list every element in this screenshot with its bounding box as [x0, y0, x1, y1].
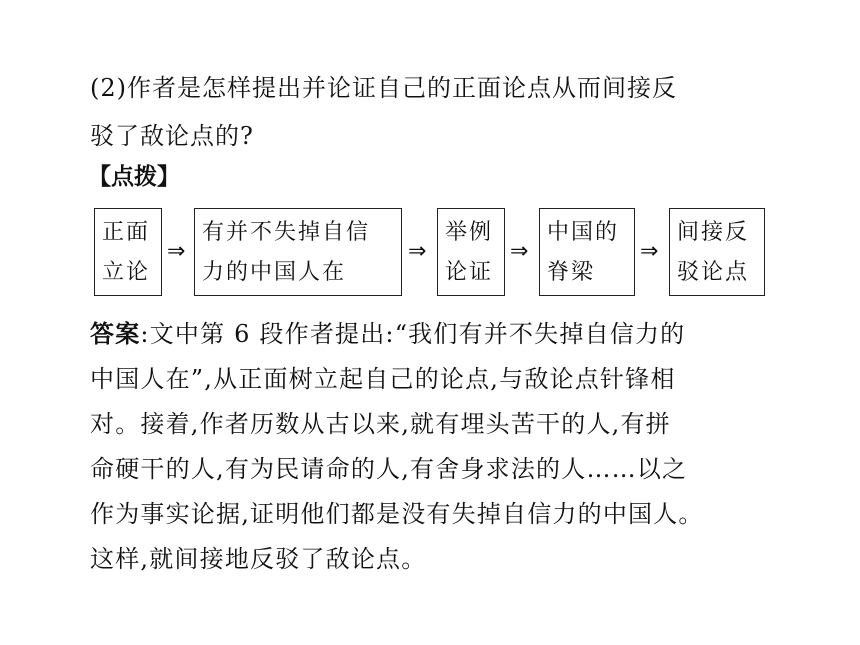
flow-box-line: 间接反: [677, 220, 750, 245]
answer-line-text: :文中第 6 段作者提出:“我们有并不失掉自信力的: [140, 320, 686, 348]
flow-box-line: 正面: [102, 220, 151, 245]
flow-box-thesis: [194, 208, 402, 296]
flow-box-line: 力的中国人在: [202, 260, 347, 285]
answer-text: [90, 312, 790, 582]
flowchart: [94, 208, 794, 300]
flow-box-line: 举例: [445, 220, 494, 245]
answer-line-6: 这样,就间接地反驳了敌论点。: [90, 545, 427, 573]
flow-box-line: 论证: [445, 260, 494, 285]
flow-box-line: 立论: [102, 260, 151, 285]
flow-box-line: 有并不失掉自信: [202, 220, 371, 245]
flow-box-backbone: [539, 208, 635, 296]
answer-label: 答案: [90, 320, 141, 348]
flow-box-example-argument: [437, 208, 505, 296]
answer-line-5: 作为事实论据,证明他们都是没有失掉自信力的中国人。: [90, 500, 704, 528]
flow-box-indirect-refutation: [669, 208, 765, 296]
answer-line-2: 中国人在”,从正面树立起自己的论点,与敌论点针锋相: [90, 365, 676, 393]
flow-arrow: ⇒: [640, 239, 659, 264]
flow-box-positive-argument: [94, 208, 162, 296]
answer-line-4: 命硬干的人,有为民请命的人,有舍身求法的人……以之: [90, 455, 688, 483]
flow-arrow: ⇒: [408, 239, 427, 264]
answer-line-3: 对。接着,作者历数从古以来,就有埋头苦干的人,有拼: [90, 410, 671, 438]
flow-arrow: ⇒: [167, 239, 186, 264]
flow-box-line: 驳论点: [677, 260, 750, 285]
tip-heading: 【点拨】: [88, 164, 180, 190]
flow-box-line: 脊梁: [547, 260, 596, 285]
question-line-2: 驳了敌论点的?: [90, 122, 254, 150]
answer-line-1: [90, 312, 790, 357]
flow-box-line: 中国的: [547, 220, 620, 245]
flow-arrow: ⇒: [510, 239, 529, 264]
question-text: [90, 64, 790, 160]
question-line-1: (2)作者是怎样提出并论证自己的正面论点从而间接反: [90, 74, 677, 102]
